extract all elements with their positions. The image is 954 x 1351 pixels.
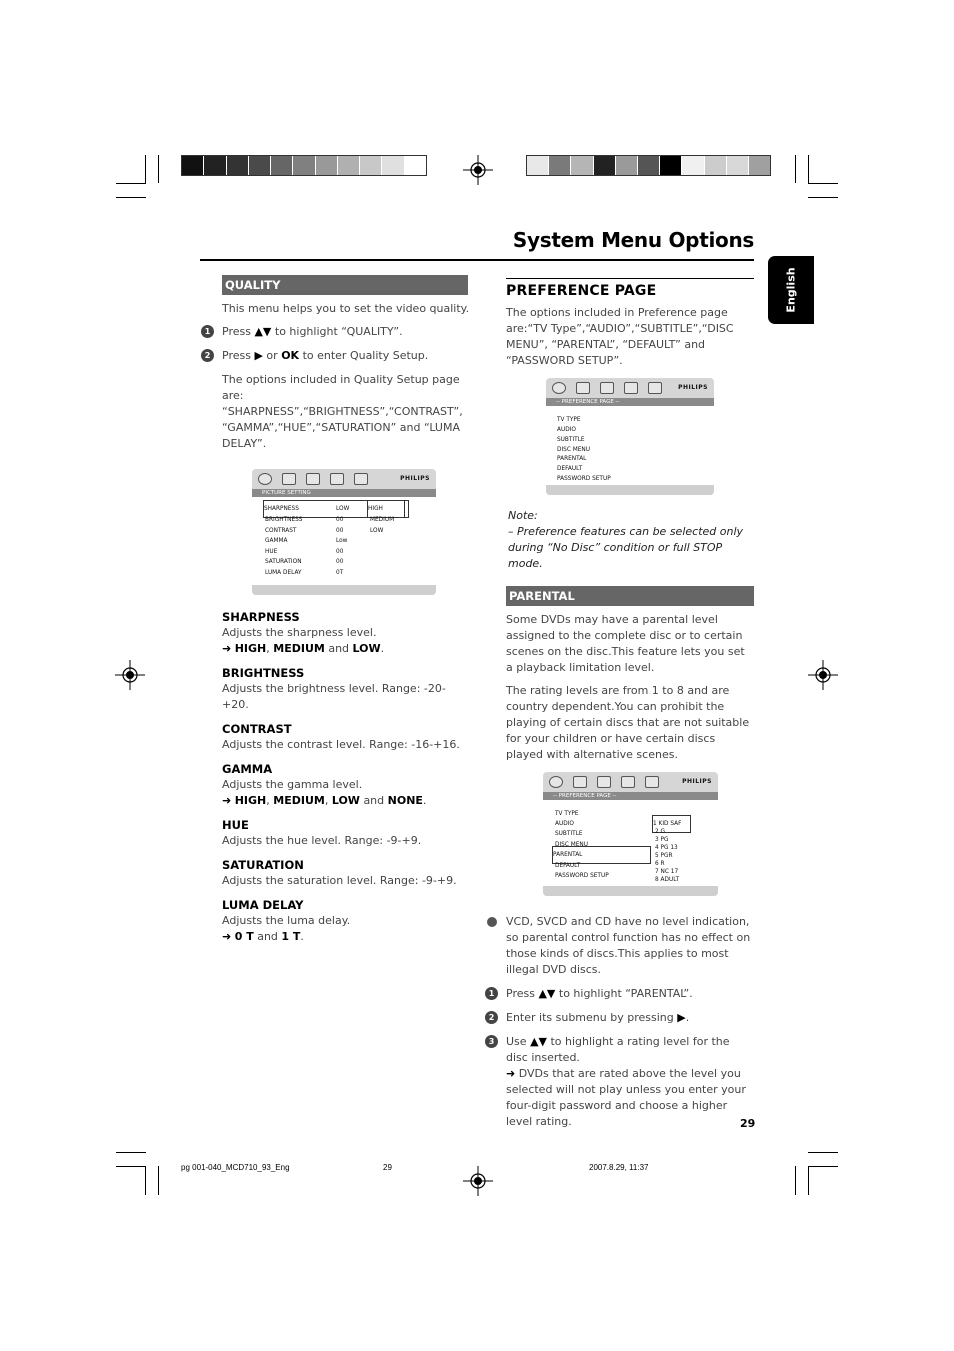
term-desc: Adjusts the contrast level. Range: -16-+16. (222, 738, 460, 751)
preference-note (484, 508, 756, 572)
osd-icon-row (252, 469, 436, 489)
osd-menu-item: TV TYPE (557, 417, 581, 423)
video-icon (600, 382, 614, 394)
step-text: to highlight “QUALITY”. (274, 325, 403, 338)
bullet-icon (487, 917, 497, 927)
osd-panel (252, 497, 436, 585)
conjunction: and (363, 794, 385, 807)
swatch-cell (571, 156, 593, 175)
arrow-icon: ➜ (222, 930, 232, 943)
speaker-icon (282, 473, 296, 485)
play-key: ▶ (254, 349, 263, 362)
osd-icon-row (543, 772, 718, 792)
result-text: DVDs that are rated above the level you selected will not play unless you enter your four-digit password and choose a higher level rating. (506, 1067, 746, 1128)
osd-menu-item: PASSWORD SETUP (555, 873, 609, 879)
osd-rating: 6 R (655, 861, 665, 867)
option-value: LOW (331, 794, 360, 807)
conjunction: and (257, 930, 278, 943)
osd-title: -- PREFERENCE PAGE -- (546, 398, 714, 406)
swatch-cell (293, 156, 315, 175)
conjunction: and (328, 642, 350, 655)
term-gamma: GAMMA (222, 762, 273, 776)
gear-icon (552, 382, 566, 394)
osd-icon-row (546, 378, 714, 398)
term-hue: HUE (222, 818, 249, 832)
punctuation: . (300, 930, 304, 943)
preference-page-osd (546, 378, 714, 495)
exit-icon (645, 776, 659, 788)
osd-label: SHARPNESS (264, 501, 404, 517)
swatch-cell (727, 156, 749, 175)
swatch-cell (682, 156, 704, 175)
quality-options-text: The options included in Quality Setup page are: “SHARPNESS”,“BRIGHTNESS”,“CONTRAST”, “GAMMA”,“HUE”,“SATURATION” and “LUMA DELAY”. (222, 373, 463, 450)
osd-menu-item: AUDIO (555, 821, 574, 827)
osd-value: Low (336, 538, 348, 544)
preference-intro: The options included in Preference page are:“TV Type”,“AUDIO”,“SUBTITLE”,“DISC MENU”, “PARENTAL”, “DEFAULT” and “PASSWORD SETUP”. (506, 306, 734, 367)
grid-icon (624, 382, 638, 394)
osd-menu-item-selected: PARENTAL (553, 847, 650, 863)
page-title: System Menu Options (512, 228, 754, 252)
registration-mark-icon (463, 1166, 493, 1196)
term-desc: Adjusts the gamma level. (222, 778, 363, 791)
osd-panel (543, 800, 718, 886)
quality-step-2 (204, 348, 470, 364)
term-options (222, 641, 470, 657)
step-text: to highlight a rating level for the disc inserted. (506, 1035, 730, 1064)
speaker-icon (573, 776, 587, 788)
separator: , (324, 794, 329, 807)
osd-label: BRIGHTNESS (265, 517, 303, 523)
osd-value: 00 (336, 528, 344, 534)
parental-step-3 (488, 1034, 754, 1130)
note-label: Note: (508, 509, 538, 522)
option-value: LOW (352, 642, 381, 655)
swatch-cell (405, 156, 426, 175)
arrow-icon: ➜ (222, 642, 232, 655)
grid-icon (330, 473, 344, 485)
punctuation: . (380, 642, 385, 655)
footer-page: 29 (383, 1163, 392, 1172)
philips-logo: PHILIPS (682, 778, 712, 785)
step-number: 3 (485, 1035, 498, 1048)
speaker-icon (576, 382, 590, 394)
exit-icon (648, 382, 662, 394)
term-contrast: CONTRAST (222, 722, 292, 736)
video-icon (306, 473, 320, 485)
up-down-keys: ▲▼ (538, 987, 556, 1000)
gear-icon (258, 473, 272, 485)
step-number: 1 (485, 987, 498, 1000)
parental-step-1 (488, 986, 756, 1002)
exit-icon (354, 473, 368, 485)
swatch-cell (227, 156, 249, 175)
step-text: Press (506, 987, 535, 1000)
term-saturation: SATURATION (222, 858, 304, 872)
term-luma-delay: LUMA DELAY (222, 898, 304, 912)
osd-value: LOW (336, 506, 350, 512)
step-number: 2 (485, 1011, 498, 1024)
up-down-keys: ▲▼ (254, 325, 272, 338)
parental-osd (543, 772, 718, 896)
picture-setting-osd (252, 469, 436, 595)
color-calibration-bar (526, 155, 771, 176)
osd-rating: 7 NC 17 (655, 869, 679, 875)
parental-step-2 (488, 1010, 756, 1026)
section-heading-preference: PREFERENCE PAGE (506, 278, 754, 299)
term-options (222, 793, 470, 809)
osd-menu-item: SUBTITLE (557, 437, 585, 443)
osd-value: 00 (336, 549, 344, 555)
step-text: Use (506, 1035, 527, 1048)
language-tab (768, 256, 814, 324)
term-desc: Adjusts the sharpness level. (222, 626, 377, 639)
swatch-cell (749, 156, 770, 175)
osd-footer (543, 886, 718, 896)
osd-label: CONTRAST (265, 528, 297, 534)
osd-menu-item: TV TYPE (555, 811, 579, 817)
osd-rating: 4 PG 13 (655, 845, 678, 851)
gear-icon (549, 776, 563, 788)
quality-step-1 (204, 324, 470, 340)
option-value: HIGH (234, 794, 267, 807)
footer-date: 2007.8.29, 11:37 (589, 1163, 649, 1172)
option-value: HIGH (234, 642, 267, 655)
osd-menu-item: DEFAULT (557, 466, 583, 472)
note-text: – Preference features can be selected only during “No Disc” condition or full STOP mode. (508, 525, 744, 570)
step-text: to enter Quality Setup. (302, 349, 429, 362)
video-icon (597, 776, 611, 788)
page-number: 29 (740, 1117, 756, 1130)
title-rule (200, 259, 754, 261)
osd-value: 0T (336, 570, 344, 576)
swatch-cell (338, 156, 360, 175)
term-options (222, 929, 470, 945)
swatch-cell (271, 156, 293, 175)
swatch-cell (316, 156, 338, 175)
preference-column (484, 270, 756, 1138)
step-text: Enter its submenu by pressing (506, 1011, 674, 1024)
osd-footer (546, 485, 714, 495)
punctuation: . (685, 1011, 690, 1024)
section-heading-parental: PARENTAL (506, 586, 754, 606)
philips-logo: PHILIPS (678, 384, 708, 391)
osd-title: PICTURE SETTING (252, 489, 436, 497)
osd-menu-item: AUDIO (557, 427, 576, 433)
step-text: to highlight “PARENTAL”. (558, 987, 693, 1000)
arrow-icon: ➜ (222, 794, 232, 807)
section-heading-quality: QUALITY (222, 275, 468, 295)
swatch-cell (204, 156, 226, 175)
osd-menu-item: PASSWORD SETUP (557, 476, 611, 482)
osd-label: LUMA DELAY (265, 570, 302, 576)
osd-rating: 1 KID SAF (653, 816, 690, 832)
grid-icon (621, 776, 635, 788)
footer-file: pg 001-040_MCD710_93_Eng (181, 1163, 290, 1172)
swatch-cell (182, 156, 204, 175)
swatch-cell (594, 156, 616, 175)
osd-title: -- PREFERENCE PAGE -- (543, 792, 718, 800)
registration-mark-icon (115, 660, 145, 690)
swatch-cell (616, 156, 638, 175)
swatch-cell (249, 156, 271, 175)
separator: , (266, 794, 270, 807)
osd-menu-item: PARENTAL (557, 456, 587, 462)
step-text: Press (222, 325, 251, 338)
option-value: MEDIUM (273, 794, 325, 807)
term-desc: Adjusts the saturation level. Range: -9-+9. (222, 874, 457, 887)
osd-menu-item: DEFAULT (555, 863, 581, 869)
osd-menu-item: SUBTITLE (555, 831, 583, 837)
bullet-text: VCD, SVCD and CD have no level indication, so parental control function has no effect on those kinds of discs.This applies to most illegal DVD discs. (506, 915, 751, 976)
swatch-cell (382, 156, 404, 175)
osd-label: GAMMA (265, 538, 288, 544)
osd-option: LOW (370, 528, 384, 534)
option-value: NONE (387, 794, 423, 807)
option-value: 0 T (234, 930, 254, 943)
color-calibration-bar (181, 155, 427, 176)
parental-paragraph-1: Some DVDs may have a parental level assigned to the complete disc or to certain scenes on the disc.This feature lets you set a playback limitation level. (506, 613, 745, 674)
philips-logo: PHILIPS (400, 475, 430, 482)
swatch-cell (549, 156, 571, 175)
swatch-cell (527, 156, 549, 175)
option-value: MEDIUM (273, 642, 325, 655)
separator: , (266, 642, 270, 655)
term-brightness: BRIGHTNESS (222, 666, 305, 680)
punctuation: . (422, 794, 427, 807)
swatch-cell (638, 156, 660, 175)
arrow-icon: ➜ (506, 1067, 516, 1080)
osd-option: MEDIUM (370, 517, 395, 523)
osd-panel (546, 406, 714, 485)
up-down-keys: ▲▼ (530, 1035, 547, 1048)
parental-paragraph-2: The rating levels are from 1 to 8 and are country dependent.You can prohibit the playing of certain discs that are not suitable for your children or have certain discs played with alternative scenes. (506, 684, 750, 761)
registration-mark-icon (463, 155, 493, 185)
osd-value: 00 (336, 559, 344, 565)
swatch-cell (705, 156, 727, 175)
osd-value: 00 (336, 517, 344, 523)
term-desc: Adjusts the hue level. Range: -9-+9. (222, 834, 422, 847)
quality-intro: This menu helps you to set the video quality. (222, 302, 470, 315)
swatch-cell (360, 156, 382, 175)
language-label: English (784, 267, 798, 313)
osd-footer (252, 585, 436, 595)
osd-rating: 2 G (655, 829, 666, 835)
swatch-cell (660, 156, 682, 175)
step-text: or (266, 349, 278, 362)
osd-option: HIGH (368, 501, 408, 517)
registration-mark-icon (808, 660, 838, 690)
osd-label: SATURATION (265, 559, 302, 565)
osd-rating: 5 PGR (655, 853, 673, 859)
term-desc: Adjusts the brightness level. Range: -20-+20. (222, 682, 446, 711)
osd-menu-item: DISC MENU (557, 447, 590, 453)
quality-column (200, 270, 470, 945)
ok-key: OK (281, 349, 300, 362)
parental-bullet (506, 914, 754, 978)
step-text: Press (222, 349, 251, 362)
step-number: 1 (201, 325, 214, 338)
osd-menu-item: DISC MENU (555, 842, 588, 848)
option-value: 1 T (281, 930, 301, 943)
step-result (506, 1066, 754, 1130)
quality-definitions (222, 609, 470, 945)
term-desc: Adjusts the luma delay. (222, 914, 351, 927)
step-number: 2 (201, 349, 214, 362)
osd-rating: 3 PG (655, 837, 669, 843)
term-sharpness: SHARPNESS (222, 610, 300, 624)
osd-label: HUE (265, 549, 278, 555)
osd-rating: 8 ADULT (655, 877, 680, 883)
play-key: ▶ (677, 1011, 686, 1024)
